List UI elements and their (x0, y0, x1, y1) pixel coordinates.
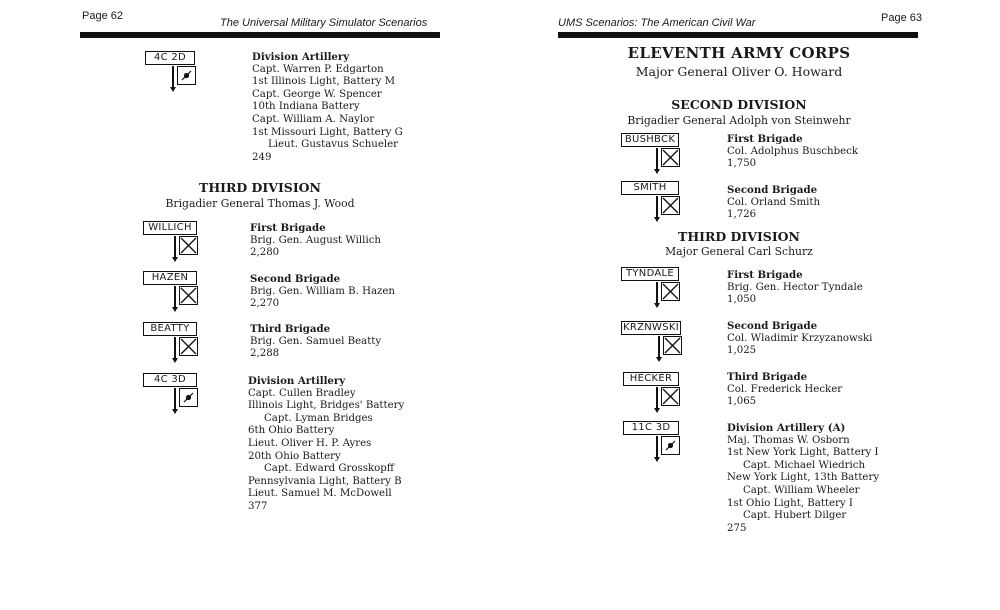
unit-detail-line: Col. Wladimir Krzyzanowski (727, 332, 873, 344)
infantry-symbol-icon (661, 282, 680, 301)
unit-counter (621, 181, 681, 225)
unit-title: Division Artillery (A) (727, 422, 846, 434)
unit-title: Third Brigade (727, 371, 808, 383)
unit-detail-line: 377 (248, 500, 268, 512)
unit-info (727, 269, 863, 307)
unit-staff (174, 286, 176, 308)
infantry-symbol-icon (663, 336, 682, 355)
unit-info (250, 222, 381, 260)
unit-detail-line: Lieut. Gustavus Schueler (268, 139, 399, 151)
artillery-symbol-icon (179, 388, 198, 407)
unit-detail-line: 1,025 (727, 345, 757, 357)
unit-counter-label: BUSHBCK (621, 133, 679, 147)
infantry-symbol-icon (661, 148, 680, 167)
unit-detail-line: Pennsylvania Light, Battery B (248, 475, 402, 487)
unit-counter (623, 372, 681, 416)
unit-info (727, 133, 858, 171)
unit-info (250, 273, 395, 311)
unit-detail-line: 1,050 (727, 294, 757, 306)
unit-detail-line: Maj. Thomas W. Osborn (727, 434, 850, 446)
corps-commander: Major General Oliver O. Howard (635, 64, 843, 79)
unit-title: Second Brigade (250, 273, 341, 285)
unit-title: First Brigade (727, 133, 803, 145)
division-title: THIRD DIVISION (678, 229, 800, 244)
arrow-down-icon (656, 357, 662, 362)
unit-detail-line: 1,750 (727, 158, 757, 170)
arrow-down-icon (654, 169, 660, 174)
unit-counter-label: BEATTY (143, 322, 197, 336)
unit-detail-line: Brig. Gen. Samuel Beatty (250, 335, 382, 347)
unit-title: Third Brigade (250, 323, 331, 335)
infantry-symbol-icon (179, 337, 198, 356)
unit-info (250, 323, 381, 361)
unit-staff (656, 436, 658, 458)
unit-staff (656, 387, 658, 409)
unit-detail-line: 1,065 (727, 396, 757, 408)
unit-detail-line: Capt. Edward Grosskopff (264, 463, 395, 475)
unit-staff (172, 66, 174, 88)
unit-title: Second Brigade (727, 320, 818, 332)
unit-detail-line: 275 (727, 522, 747, 534)
unit-detail-line: Capt. William A. Naylor (252, 113, 375, 125)
infantry-symbol-icon (179, 286, 198, 305)
unit-counter (621, 267, 681, 311)
division-title: THIRD DIVISION (199, 180, 321, 195)
unit-info (248, 375, 404, 514)
unit-detail-line: 1,726 (727, 209, 757, 221)
arrow-down-icon (170, 87, 176, 92)
division-commander: Major General Carl Schurz (665, 245, 813, 258)
artillery-symbol-icon (661, 436, 680, 455)
arrow-down-icon (172, 409, 178, 414)
unit-detail-line: Col. Orland Smith (727, 196, 821, 208)
arrow-down-icon (654, 408, 660, 413)
unit-counter-label: TYNDALE (621, 267, 679, 281)
unit-detail-line: 10th Indiana Battery (252, 101, 360, 113)
unit-title: First Brigade (250, 222, 326, 234)
unit-detail-line: 249 (252, 151, 272, 163)
unit-info (727, 371, 842, 409)
unit-detail-line: Lieut. Oliver H. P. Ayres (248, 437, 372, 449)
right-page (500, 0, 1000, 610)
corps-title: ELEVENTH ARMY CORPS (627, 44, 851, 62)
unit-counter (143, 322, 199, 366)
unit-staff (174, 337, 176, 359)
running-head: The Universal Military Simulator Scenarios (220, 17, 428, 29)
unit-counter-label: HAZEN (143, 271, 197, 285)
unit-counter-label: WILLICH (143, 221, 197, 235)
header-rule (80, 32, 440, 38)
arrow-down-icon (172, 358, 178, 363)
unit-staff (174, 388, 176, 410)
unit-counter (621, 133, 681, 177)
unit-staff (656, 282, 658, 304)
unit-title: Division Artillery (248, 375, 346, 387)
unit-detail-line: 2,270 (250, 298, 280, 310)
unit-detail-line: Capt. Lyman Bridges (264, 412, 373, 424)
division-commander: Brigadier General Adolph von Steinwehr (627, 114, 851, 127)
unit-detail-line: Col. Adolphus Buschbeck (727, 145, 859, 157)
page-number: Page 63 (881, 12, 922, 24)
infantry-symbol-icon (661, 387, 680, 406)
arrow-down-icon (654, 303, 660, 308)
unit-counter (143, 373, 199, 417)
infantry-symbol-icon (661, 196, 680, 215)
unit-info (727, 422, 879, 535)
unit-detail-line: 2,280 (250, 247, 280, 259)
unit-staff (656, 196, 658, 218)
arrow-down-icon (654, 457, 660, 462)
unit-detail-line: 2,288 (250, 348, 280, 360)
division-title: SECOND DIVISION (671, 97, 807, 112)
unit-detail-line: Capt. George W. Spencer (252, 88, 382, 100)
unit-detail-line: Brig. Gen. William B. Hazen (250, 285, 395, 297)
unit-info (727, 320, 872, 358)
unit-counter (143, 221, 199, 265)
unit-detail-line: 1st Illinois Light, Battery M (252, 76, 396, 88)
unit-detail-line: 1st Ohio Light, Battery I (727, 497, 853, 509)
unit-detail-line: Brig. Gen. Hector Tyndale (727, 281, 863, 293)
unit-title: Second Brigade (727, 184, 818, 196)
unit-detail-line: Capt. Hubert Dilger (743, 510, 847, 522)
header-rule (558, 32, 918, 38)
unit-detail-line: Capt. Cullen Bradley (248, 387, 356, 399)
unit-info (727, 184, 820, 222)
unit-counter-label: 4C 2D (145, 51, 195, 65)
unit-counter (623, 421, 681, 465)
unit-counter (143, 271, 199, 315)
unit-counter-label: HECKER (623, 372, 679, 386)
unit-staff (658, 336, 660, 358)
unit-detail-line: 6th Ohio Battery (248, 425, 335, 437)
unit-detail-line: Lieut. Samuel M. McDowell (248, 488, 392, 500)
unit-detail-line: New York Light, 13th Battery (727, 472, 880, 484)
artillery-symbol-icon (177, 66, 196, 85)
unit-staff (656, 148, 658, 170)
unit-title: First Brigade (727, 269, 803, 281)
arrow-down-icon (172, 307, 178, 312)
unit-detail-line: Capt. Michael Wiedrich (743, 459, 866, 471)
arrow-down-icon (654, 217, 660, 222)
unit-detail-line: Brig. Gen. August Willich (250, 234, 381, 246)
unit-counter-label: 4C 3D (143, 373, 197, 387)
unit-detail-line: Illinois Light, Bridges' Battery (248, 400, 405, 412)
unit-detail-line: Col. Frederick Hecker (727, 383, 843, 395)
unit-counter-label: KRZNWSKI (621, 321, 681, 335)
unit-detail-line: Capt. Warren P. Edgarton (252, 63, 384, 75)
unit-info (252, 51, 403, 164)
unit-detail-line: 1st Missouri Light, Battery G (252, 126, 403, 138)
infantry-symbol-icon (179, 236, 198, 255)
unit-detail-line: 20th Ohio Battery (248, 450, 341, 462)
page-number: Page 62 (82, 10, 123, 22)
arrow-down-icon (172, 257, 178, 262)
unit-counter (621, 321, 683, 365)
unit-counter (145, 51, 197, 95)
running-head: UMS Scenarios: The American Civil War (558, 17, 756, 29)
unit-title: Division Artillery (252, 51, 350, 63)
unit-detail-line: 1st New York Light, Battery I (727, 447, 879, 459)
unit-counter-label: 11C 3D (623, 421, 679, 435)
unit-detail-line: Capt. William Wheeler (743, 484, 860, 496)
division-commander: Brigadier General Thomas J. Wood (165, 197, 355, 210)
unit-counter-label: SMITH (621, 181, 679, 195)
unit-staff (174, 236, 176, 258)
